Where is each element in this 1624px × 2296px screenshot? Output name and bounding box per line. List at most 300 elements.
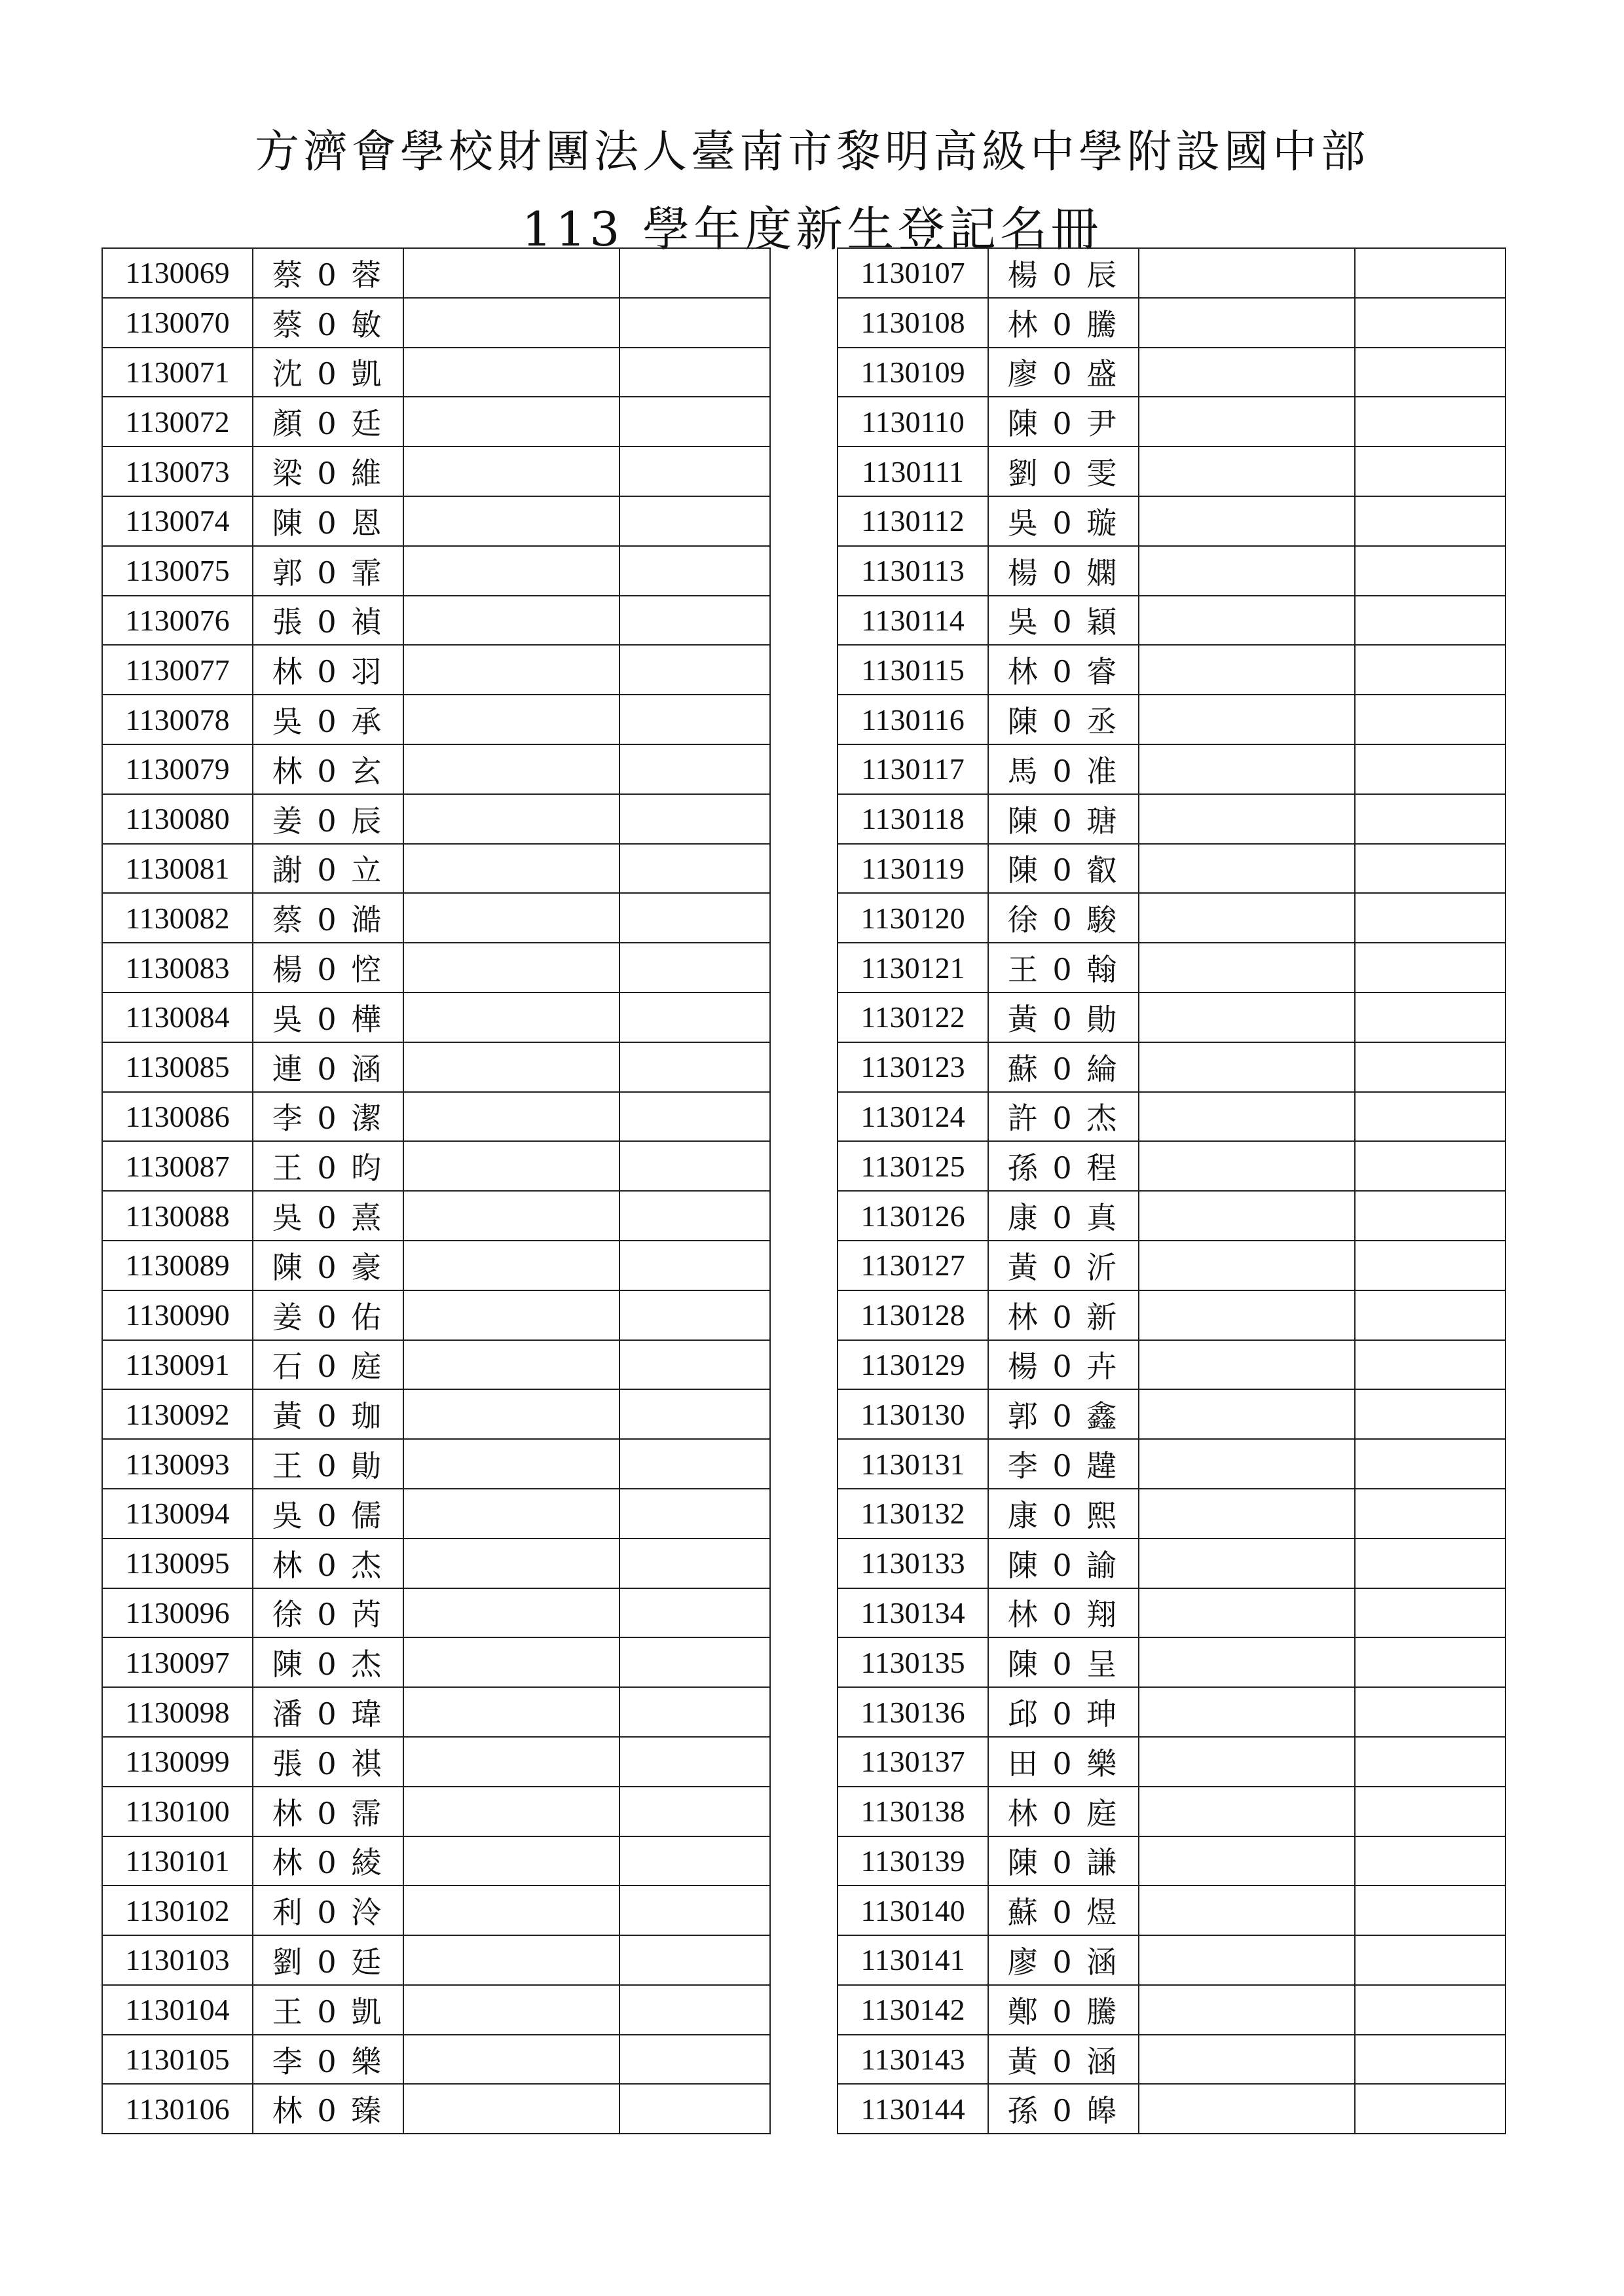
student-id-cell: 1130101: [102, 1836, 253, 1886]
blank-cell: [403, 1290, 619, 1340]
student-id-cell: 1130112: [838, 496, 988, 546]
student-name-cell: 黃 0 涵: [988, 2035, 1139, 2085]
student-name-cell: 徐 0 芮: [253, 1588, 403, 1638]
table-row: [838, 446, 1505, 496]
blank-cell: [403, 1241, 619, 1290]
blank-cell: [403, 993, 619, 1042]
blank-cell: [1355, 1588, 1505, 1638]
table-row: [838, 1191, 1505, 1241]
table-row: [838, 1489, 1505, 1539]
blank-cell: [619, 1836, 770, 1886]
student-name-cell: 楊 0 嫻: [988, 546, 1139, 596]
table-row: [102, 397, 770, 446]
student-id-cell: 1130080: [102, 794, 253, 844]
blank-cell: [1355, 1439, 1505, 1489]
blank-cell: [619, 1539, 770, 1588]
blank-cell: [619, 695, 770, 744]
student-name-cell: 陳 0 瑭: [988, 794, 1139, 844]
student-name-cell: 廖 0 盛: [988, 348, 1139, 397]
blank-cell: [403, 298, 619, 348]
student-id-cell: 1130069: [102, 248, 253, 298]
blank-cell: [1355, 1092, 1505, 1142]
blank-cell: [619, 1340, 770, 1390]
table-row: [102, 943, 770, 993]
blank-cell: [1355, 1489, 1505, 1539]
table-row: [838, 596, 1505, 646]
student-name-cell: 顏 0 廷: [253, 397, 403, 446]
blank-cell: [403, 1737, 619, 1787]
blank-cell: [403, 1588, 619, 1638]
student-name-cell: 蔡 0 敏: [253, 298, 403, 348]
student-name-cell: 潘 0 瑋: [253, 1687, 403, 1737]
blank-cell: [1139, 1042, 1355, 1092]
blank-cell: [619, 248, 770, 298]
student-name-cell: 陳 0 杰: [253, 1637, 403, 1687]
blank-cell: [619, 546, 770, 596]
blank-cell: [403, 397, 619, 446]
table-row: [102, 1787, 770, 1836]
student-id-cell: 1130100: [102, 1787, 253, 1836]
table-row: [838, 1687, 1505, 1737]
student-id-cell: 1130126: [838, 1191, 988, 1241]
blank-cell: [403, 546, 619, 596]
table-row: [838, 1042, 1505, 1092]
blank-cell: [403, 1539, 619, 1588]
student-id-cell: 1130077: [102, 645, 253, 695]
blank-cell: [619, 1141, 770, 1191]
blank-cell: [1355, 993, 1505, 1042]
blank-cell: [1139, 1539, 1355, 1588]
table-row: [102, 2035, 770, 2085]
blank-cell: [619, 645, 770, 695]
student-name-cell: 陳 0 丞: [988, 695, 1139, 744]
blank-cell: [619, 1886, 770, 1935]
student-name-cell: 吳 0 承: [253, 695, 403, 744]
student-id-cell: 1130093: [102, 1439, 253, 1489]
table-row: [838, 1389, 1505, 1439]
blank-cell: [1139, 1836, 1355, 1886]
table-row: [838, 1241, 1505, 1290]
table-row: [838, 1141, 1505, 1191]
table-row: [102, 744, 770, 794]
blank-cell: [619, 1985, 770, 2035]
table-row: [102, 446, 770, 496]
student-id-cell: 1130114: [838, 596, 988, 646]
blank-cell: [1139, 1687, 1355, 1737]
table-row: [102, 1340, 770, 1390]
blank-cell: [619, 1737, 770, 1787]
blank-cell: [1139, 298, 1355, 348]
blank-cell: [1355, 1191, 1505, 1241]
student-name-cell: 楊 0 卉: [988, 1340, 1139, 1390]
student-name-cell: 王 0 勛: [253, 1439, 403, 1489]
student-id-cell: 1130120: [838, 893, 988, 943]
student-id-cell: 1130091: [102, 1340, 253, 1390]
student-id-cell: 1130143: [838, 2035, 988, 2085]
blank-cell: [1355, 943, 1505, 993]
student-name-cell: 馬 0 准: [988, 744, 1139, 794]
table-row: [102, 1637, 770, 1687]
blank-cell: [1355, 794, 1505, 844]
blank-cell: [1139, 248, 1355, 298]
table-row: [102, 2084, 770, 2134]
student-id-cell: 1130144: [838, 2084, 988, 2134]
student-name-cell: 吳 0 穎: [988, 596, 1139, 646]
blank-cell: [619, 893, 770, 943]
table-row: [838, 1787, 1505, 1836]
student-name-cell: 鄭 0 騰: [988, 1985, 1139, 2035]
blank-cell: [1355, 397, 1505, 446]
student-id-cell: 1130139: [838, 1836, 988, 1886]
blank-cell: [1139, 397, 1355, 446]
student-id-cell: 1130085: [102, 1042, 253, 1092]
student-name-cell: 郭 0 霏: [253, 546, 403, 596]
table-row: [102, 596, 770, 646]
student-name-cell: 許 0 杰: [988, 1092, 1139, 1142]
student-name-cell: 林 0 庭: [988, 1787, 1139, 1836]
blank-cell: [1355, 496, 1505, 546]
blank-cell: [1139, 695, 1355, 744]
table-row: [838, 1836, 1505, 1886]
student-id-cell: 1130113: [838, 546, 988, 596]
blank-cell: [1355, 1241, 1505, 1290]
table-row: [838, 645, 1505, 695]
table-row: [102, 546, 770, 596]
student-name-cell: 蘇 0 綸: [988, 1042, 1139, 1092]
table-row: [838, 794, 1505, 844]
blank-cell: [1139, 1787, 1355, 1836]
blank-cell: [1139, 348, 1355, 397]
student-id-cell: 1130138: [838, 1787, 988, 1836]
blank-cell: [1355, 1985, 1505, 2035]
blank-cell: [1355, 1141, 1505, 1191]
student-id-cell: 1130131: [838, 1439, 988, 1489]
blank-cell: [1355, 893, 1505, 943]
student-id-cell: 1130087: [102, 1141, 253, 1191]
blank-cell: [403, 1092, 619, 1142]
student-id-cell: 1130095: [102, 1539, 253, 1588]
student-id-cell: 1130079: [102, 744, 253, 794]
student-id-cell: 1130082: [102, 893, 253, 943]
blank-cell: [619, 2035, 770, 2085]
student-name-cell: 李 0 韙: [988, 1439, 1139, 1489]
student-name-cell: 林 0 臻: [253, 2084, 403, 2134]
blank-cell: [1355, 596, 1505, 646]
student-id-cell: 1130097: [102, 1637, 253, 1687]
blank-cell: [1355, 2084, 1505, 2134]
table-row: [838, 397, 1505, 446]
blank-cell: [1139, 596, 1355, 646]
student-id-cell: 1130118: [838, 794, 988, 844]
student-name-cell: 孫 0 程: [988, 1141, 1139, 1191]
student-name-cell: 蔡 0 蓉: [253, 248, 403, 298]
student-id-cell: 1130111: [838, 446, 988, 496]
student-name-cell: 陳 0 尹: [988, 397, 1139, 446]
student-name-cell: 田 0 樂: [988, 1737, 1139, 1787]
student-name-cell: 謝 0 立: [253, 844, 403, 894]
blank-cell: [1355, 1737, 1505, 1787]
student-id-cell: 1130073: [102, 446, 253, 496]
student-name-cell: 蘇 0 煜: [988, 1886, 1139, 1935]
student-id-cell: 1130105: [102, 2035, 253, 2085]
student-id-cell: 1130081: [102, 844, 253, 894]
table-row: [838, 1290, 1505, 1340]
blank-cell: [1139, 1637, 1355, 1687]
table-row: [102, 1737, 770, 1787]
blank-cell: [619, 2084, 770, 2134]
student-name-cell: 連 0 涵: [253, 1042, 403, 1092]
table-row: [838, 695, 1505, 744]
blank-cell: [1139, 1588, 1355, 1638]
student-name-cell: 李 0 潔: [253, 1092, 403, 1142]
student-name-cell: 邱 0 珅: [988, 1687, 1139, 1737]
blank-cell: [403, 248, 619, 298]
blank-cell: [403, 1141, 619, 1191]
blank-cell: [619, 1241, 770, 1290]
student-id-cell: 1130124: [838, 1092, 988, 1142]
student-id-cell: 1130104: [102, 1985, 253, 2035]
blank-cell: [1355, 844, 1505, 894]
blank-cell: [619, 943, 770, 993]
blank-cell: [619, 744, 770, 794]
student-name-cell: 陳 0 呈: [988, 1637, 1139, 1687]
blank-cell: [1355, 248, 1505, 298]
blank-cell: [403, 744, 619, 794]
table-row: [838, 1935, 1505, 1985]
student-name-cell: 林 0 羽: [253, 645, 403, 695]
student-name-cell: 林 0 翔: [988, 1588, 1139, 1638]
blank-cell: [403, 2084, 619, 2134]
blank-cell: [1355, 2035, 1505, 2085]
table-row: [838, 298, 1505, 348]
blank-cell: [1139, 1141, 1355, 1191]
student-name-cell: 林 0 霈: [253, 1787, 403, 1836]
student-name-cell: 陳 0 恩: [253, 496, 403, 546]
table-row: [102, 1539, 770, 1588]
student-name-cell: 林 0 新: [988, 1290, 1139, 1340]
table-row: [102, 348, 770, 397]
student-name-cell: 李 0 樂: [253, 2035, 403, 2085]
blank-cell: [619, 446, 770, 496]
student-name-cell: 林 0 玄: [253, 744, 403, 794]
blank-cell: [403, 1489, 619, 1539]
blank-cell: [1139, 1737, 1355, 1787]
table-row: [838, 993, 1505, 1042]
student-name-cell: 沈 0 凱: [253, 348, 403, 397]
blank-cell: [1139, 993, 1355, 1042]
student-id-cell: 1130106: [102, 2084, 253, 2134]
student-name-cell: 陳 0 謙: [988, 1836, 1139, 1886]
student-id-cell: 1130125: [838, 1141, 988, 1191]
table-row: [838, 744, 1505, 794]
blank-cell: [1139, 2035, 1355, 2085]
blank-cell: [1139, 1290, 1355, 1340]
blank-cell: [1355, 695, 1505, 744]
student-id-cell: 1130071: [102, 348, 253, 397]
blank-cell: [619, 348, 770, 397]
student-id-cell: 1130074: [102, 496, 253, 546]
student-id-cell: 1130092: [102, 1389, 253, 1439]
student-id-cell: 1130107: [838, 248, 988, 298]
student-name-cell: 吳 0 璇: [988, 496, 1139, 546]
blank-cell: [619, 1588, 770, 1638]
student-id-cell: 1130129: [838, 1340, 988, 1390]
table-row: [838, 2035, 1505, 2085]
student-name-cell: 陳 0 諭: [988, 1539, 1139, 1588]
table-row: [102, 1389, 770, 1439]
blank-cell: [1355, 446, 1505, 496]
table-row: [102, 1191, 770, 1241]
student-id-cell: 1130078: [102, 695, 253, 744]
blank-cell: [1139, 1935, 1355, 1985]
table-row: [838, 844, 1505, 894]
blank-cell: [403, 1439, 619, 1489]
blank-cell: [1355, 1687, 1505, 1737]
blank-cell: [1355, 1290, 1505, 1340]
blank-cell: [403, 496, 619, 546]
blank-cell: [403, 844, 619, 894]
table-row: [102, 1489, 770, 1539]
student-name-cell: 吳 0 熹: [253, 1191, 403, 1241]
blank-cell: [619, 1687, 770, 1737]
student-name-cell: 王 0 凱: [253, 1985, 403, 2035]
student-id-cell: 1130130: [838, 1389, 988, 1439]
blank-cell: [619, 496, 770, 546]
blank-cell: [619, 993, 770, 1042]
blank-cell: [619, 1787, 770, 1836]
blank-cell: [1139, 844, 1355, 894]
table-row: [102, 844, 770, 894]
blank-cell: [403, 446, 619, 496]
table-row: [838, 248, 1505, 298]
table-row: [838, 893, 1505, 943]
blank-cell: [403, 1787, 619, 1836]
student-id-cell: 1130089: [102, 1241, 253, 1290]
blank-cell: [619, 1191, 770, 1241]
blank-cell: [1139, 794, 1355, 844]
blank-cell: [1139, 1092, 1355, 1142]
blank-cell: [1355, 645, 1505, 695]
table-row: [102, 794, 770, 844]
student-name-cell: 黃 0 沂: [988, 1241, 1139, 1290]
table-row: [102, 1241, 770, 1290]
student-name-cell: 利 0 泠: [253, 1886, 403, 1935]
blank-cell: [1139, 1389, 1355, 1439]
table-row: [102, 993, 770, 1042]
blank-cell: [1139, 943, 1355, 993]
student-id-cell: 1130098: [102, 1687, 253, 1737]
student-name-cell: 孫 0 皞: [988, 2084, 1139, 2134]
blank-cell: [403, 1637, 619, 1687]
student-name-cell: 廖 0 涵: [988, 1935, 1139, 1985]
student-name-cell: 康 0 真: [988, 1191, 1139, 1241]
table-row: [102, 1439, 770, 1489]
student-name-cell: 張 0 禎: [253, 596, 403, 646]
student-id-cell: 1130094: [102, 1489, 253, 1539]
student-id-cell: 1130115: [838, 645, 988, 695]
student-id-cell: 1130088: [102, 1191, 253, 1241]
student-name-cell: 吳 0 樺: [253, 993, 403, 1042]
table-row: [838, 1340, 1505, 1390]
table-row: [838, 1637, 1505, 1687]
blank-cell: [1355, 744, 1505, 794]
document-title: 方濟會學校財團法人臺南市黎明高級中學附設國中部: [254, 126, 1369, 178]
student-id-cell: 1130090: [102, 1290, 253, 1340]
blank-cell: [619, 1489, 770, 1539]
blank-cell: [403, 1042, 619, 1092]
student-id-cell: 1130136: [838, 1687, 988, 1737]
blank-cell: [1139, 1886, 1355, 1935]
blank-cell: [1139, 1439, 1355, 1489]
table-row: [838, 1737, 1505, 1787]
blank-cell: [1355, 1836, 1505, 1886]
student-name-cell: 王 0 翰: [988, 943, 1139, 993]
student-id-cell: 1130110: [838, 397, 988, 446]
table-row: [838, 1985, 1505, 2035]
student-name-cell: 黃 0 珈: [253, 1389, 403, 1439]
student-name-cell: 陳 0 叡: [988, 844, 1139, 894]
student-name-cell: 王 0 昀: [253, 1141, 403, 1191]
student-name-cell: 姜 0 辰: [253, 794, 403, 844]
student-id-cell: 1130121: [838, 943, 988, 993]
blank-cell: [403, 1687, 619, 1737]
student-name-cell: 郭 0 鑫: [988, 1389, 1139, 1439]
student-id-cell: 1130099: [102, 1737, 253, 1787]
blank-cell: [619, 1439, 770, 1489]
student-name-cell: 林 0 睿: [988, 645, 1139, 695]
table-row: [838, 546, 1505, 596]
table-row: [102, 1588, 770, 1638]
table-row: [102, 1935, 770, 1985]
blank-cell: [403, 2035, 619, 2085]
table-row: [102, 1290, 770, 1340]
blank-cell: [1355, 1539, 1505, 1588]
student-id-cell: 1130117: [838, 744, 988, 794]
blank-cell: [619, 1935, 770, 1985]
student-id-cell: 1130141: [838, 1935, 988, 1985]
student-id-cell: 1130102: [102, 1886, 253, 1935]
student-name-cell: 康 0 熙: [988, 1489, 1139, 1539]
blank-cell: [1355, 298, 1505, 348]
student-id-cell: 1130086: [102, 1092, 253, 1142]
table-row: [838, 943, 1505, 993]
student-id-cell: 1130116: [838, 695, 988, 744]
blank-cell: [619, 794, 770, 844]
blank-cell: [403, 794, 619, 844]
blank-cell: [619, 1389, 770, 1439]
blank-cell: [1355, 1389, 1505, 1439]
student-id-cell: 1130083: [102, 943, 253, 993]
blank-cell: [403, 1389, 619, 1439]
blank-cell: [1139, 645, 1355, 695]
blank-cell: [1355, 348, 1505, 397]
student-name-cell: 林 0 騰: [988, 298, 1139, 348]
blank-cell: [1355, 1340, 1505, 1390]
blank-cell: [403, 348, 619, 397]
table-row: [102, 496, 770, 546]
table-row: [102, 298, 770, 348]
table-row: [838, 1588, 1505, 1638]
blank-cell: [403, 1340, 619, 1390]
student-id-cell: 1130075: [102, 546, 253, 596]
blank-cell: [403, 1886, 619, 1935]
student-id-cell: 1130137: [838, 1737, 988, 1787]
student-name-cell: 石 0 庭: [253, 1340, 403, 1390]
table-row: [102, 1092, 770, 1142]
blank-cell: [403, 1985, 619, 2035]
student-id-cell: 1130128: [838, 1290, 988, 1340]
table-row: [102, 248, 770, 298]
